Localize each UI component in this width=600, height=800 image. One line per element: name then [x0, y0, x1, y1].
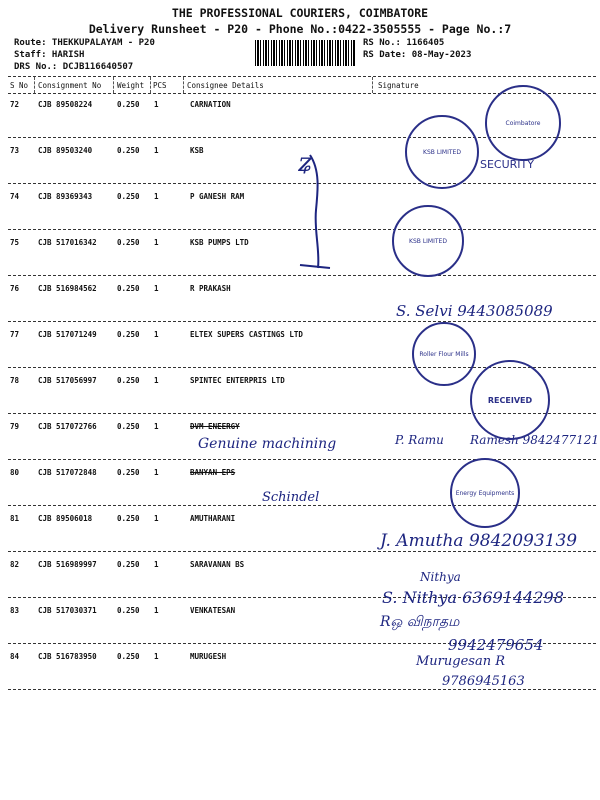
- row-consignee: SARAVANAN BS: [190, 560, 245, 569]
- signature-scribble: ʑ: [298, 148, 313, 178]
- row-sno: 74: [10, 192, 20, 201]
- row-sno: 81: [10, 514, 20, 523]
- row-consignee: BANYAN EPS: [190, 468, 236, 477]
- signature-selvi: S. Selvi 9443085089: [396, 302, 553, 320]
- runsheet-title: THE PROFESSIONAL COURIERS, COIMBATORE: [171, 6, 429, 20]
- signature-amutha: J. Amutha 9842093139: [380, 531, 578, 551]
- row-consignment: CJB 516783950: [38, 652, 97, 661]
- signature-nithya: S. Nithya 6369144298: [382, 588, 564, 607]
- signature-ramu: P. Ramu: [395, 433, 444, 447]
- row-consignment: CJB 516984562: [38, 284, 97, 293]
- row-weight: 0.250: [117, 100, 140, 109]
- route-label: Route: THEKKUPALAYAM - P20: [14, 38, 155, 48]
- row-pcs: 1: [154, 146, 159, 155]
- row-pcs: 1: [154, 284, 159, 293]
- row-weight: 0.250: [117, 192, 140, 201]
- row-pcs: 1: [154, 376, 159, 385]
- row-weight: 0.250: [117, 238, 140, 247]
- received-stamp-label: RECEIVED: [487, 395, 533, 405]
- row-sno: 72: [10, 100, 20, 109]
- schneller-stamp: Energy Equipments: [450, 458, 520, 528]
- row-weight: 0.250: [117, 652, 140, 661]
- row-weight: 0.250: [117, 146, 140, 155]
- row-weight: 0.250: [117, 514, 140, 523]
- row-consignment: CJB 516989997: [38, 560, 97, 569]
- row-consignee: CARNATION: [190, 100, 231, 109]
- row-weight: 0.250: [117, 468, 140, 477]
- runsheet-subtitle: Delivery Runsheet - P20 - Phone No.:0422-3505555 - Page No.:7: [88, 22, 512, 36]
- row-sno: 84: [10, 652, 20, 661]
- row-consignment: CJB 517072848: [38, 468, 97, 477]
- row-consignee: DVM ENEERGY: [190, 422, 240, 431]
- row-sno: 79: [10, 422, 20, 431]
- row-pcs: 1: [154, 652, 159, 661]
- row-weight: 0.250: [117, 606, 140, 615]
- row-consignee: ELTEX SUPERS CASTINGS LTD: [190, 330, 303, 339]
- row-pcs: 1: [154, 238, 159, 247]
- staff-label: Staff: HARISH: [14, 50, 85, 60]
- ksb-stamp: KSB LIMITED: [405, 115, 479, 189]
- row-consignee: KSB PUMPS LTD: [190, 238, 249, 247]
- flour-mill-stamp: Roller Flour Mills: [412, 322, 476, 386]
- row-pcs: 1: [154, 468, 159, 477]
- security-stamp: SECURITY: [480, 158, 534, 171]
- col-separator: [150, 77, 151, 93]
- row-consignee: R PRAKASH: [190, 284, 231, 293]
- row-sno: 80: [10, 468, 20, 477]
- col-consignee: Consignee Details: [187, 81, 264, 90]
- ksb-stamp-2: KSB LIMITED: [392, 205, 464, 277]
- row-sno: 78: [10, 376, 20, 385]
- col-sno: S No: [10, 81, 29, 90]
- row-divider: [8, 321, 596, 322]
- col-separator: [34, 77, 35, 93]
- signature-genuine: Genuine machining: [198, 436, 337, 452]
- drs-label: DRS No.: DCJB116640507: [14, 62, 134, 72]
- signature-murugesh-phone: 9786945163: [442, 674, 525, 689]
- row-consignment: CJB 89369343: [38, 192, 93, 201]
- signature-nithya-name: Nithya: [420, 570, 461, 584]
- row-sno: 75: [10, 238, 20, 247]
- rs-date: RS Date: 08-May-2023: [363, 50, 472, 60]
- col-consignment: Consignment No: [38, 81, 102, 90]
- row-weight: 0.250: [117, 376, 140, 385]
- row-pcs: 1: [154, 606, 159, 615]
- signature-tamil: Rஒ விநாதம: [380, 614, 460, 630]
- signature-ramesh: Ramesh 9842477121: [470, 433, 599, 447]
- row-consignee: AMUTHARANI: [190, 514, 236, 523]
- col-separator: [183, 77, 184, 93]
- company-stamp: Coimbatore: [485, 85, 561, 161]
- signature-venkatesan-phone: 9942479654: [448, 636, 544, 654]
- row-consignment: CJB 89503240: [38, 146, 93, 155]
- signature-murugesan: Murugesan R: [416, 654, 506, 669]
- row-consignee: KSB: [190, 146, 204, 155]
- row-consignee: VENKATESAN: [190, 606, 236, 615]
- row-sno: 82: [10, 560, 20, 569]
- rs-number: RS No.: 1166405: [363, 38, 445, 48]
- row-consignee: P GANESH RAM: [190, 192, 245, 201]
- row-consignment: CJB 517016342: [38, 238, 97, 247]
- row-pcs: 1: [154, 560, 159, 569]
- spintec-stamp: [470, 360, 550, 440]
- row-consignee: SPINTEC ENTERPRIS LTD: [190, 376, 285, 385]
- row-divider: [8, 551, 596, 552]
- row-pcs: 1: [154, 514, 159, 523]
- col-separator: [113, 77, 114, 93]
- col-signature: Signature: [378, 81, 419, 90]
- row-sno: 83: [10, 606, 20, 615]
- row-weight: 0.250: [117, 284, 140, 293]
- row-pcs: 1: [154, 330, 159, 339]
- row-sno: 76: [10, 284, 20, 293]
- row-consignment: CJB 517072766: [38, 422, 97, 431]
- row-pcs: 1: [154, 192, 159, 201]
- row-consignment: CJB 517071249: [38, 330, 97, 339]
- row-consignee: MURUGESH: [190, 652, 227, 661]
- col-separator: [372, 77, 373, 93]
- col-weight: Weight: [117, 81, 145, 90]
- col-pcs: PCS: [153, 81, 167, 90]
- barcode: [255, 40, 355, 66]
- row-divider: [8, 689, 596, 690]
- row-weight: 0.250: [117, 330, 140, 339]
- row-sno: 77: [10, 330, 20, 339]
- row-consignment: CJB 517056997: [38, 376, 97, 385]
- row-divider: [8, 459, 596, 460]
- row-pcs: 1: [154, 422, 159, 431]
- row-sno: 73: [10, 146, 20, 155]
- signature-schindel: Schindel: [262, 490, 320, 505]
- row-consignment: CJB 89506018: [38, 514, 93, 523]
- signature-stroke: [290, 150, 340, 280]
- header-divider: [8, 76, 596, 77]
- row-weight: 0.250: [117, 560, 140, 569]
- row-pcs: 1: [154, 100, 159, 109]
- row-consignment: CJB 517030371: [38, 606, 97, 615]
- row-consignment: CJB 89508224: [38, 100, 93, 109]
- row-weight: 0.250: [117, 422, 140, 431]
